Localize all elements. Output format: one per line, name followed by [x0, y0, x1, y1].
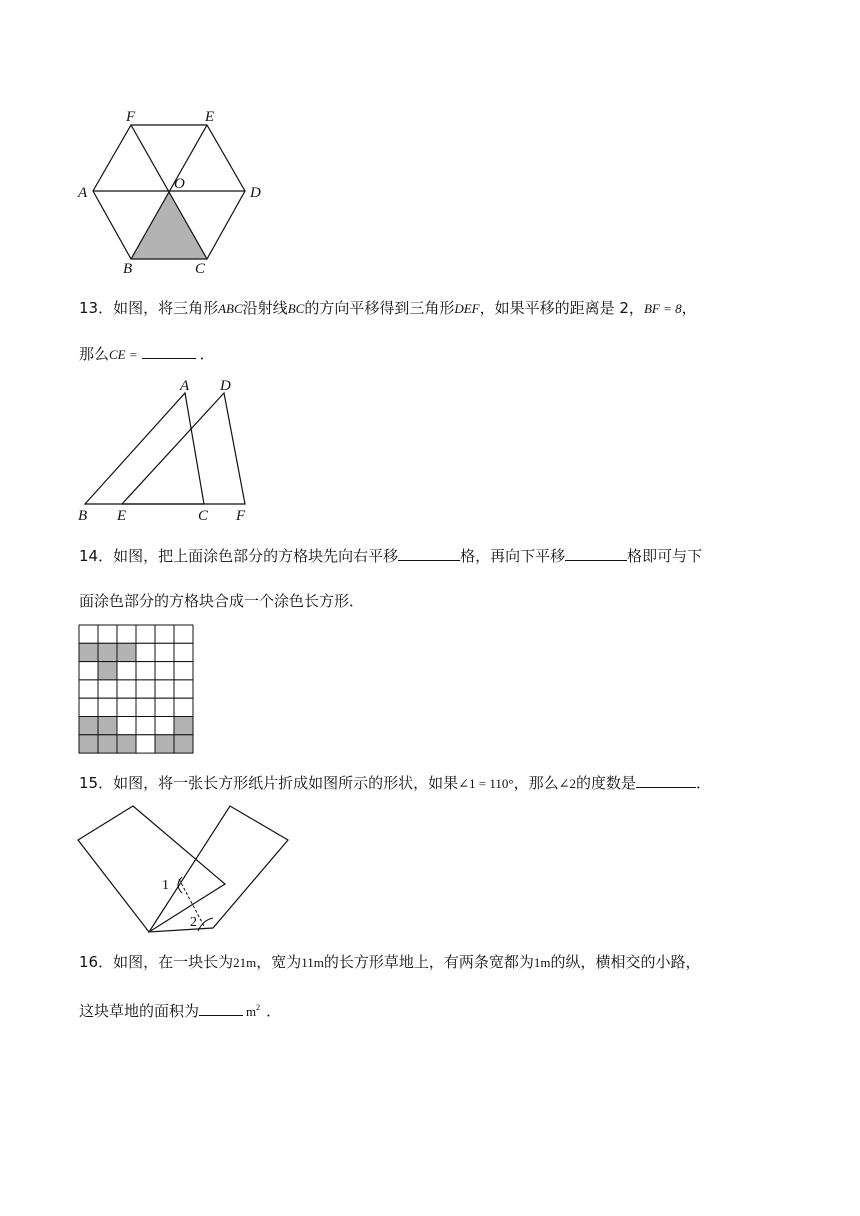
angle-label-1: 1 — [162, 878, 169, 893]
angle-label-2: 2 — [190, 915, 197, 930]
grid-cell-shaded — [117, 735, 136, 753]
right-strip — [149, 806, 288, 932]
triangle-abc — [85, 393, 204, 504]
grid-cell-shaded — [98, 662, 117, 680]
label-c: C — [198, 508, 209, 524]
grid-cell-shaded — [174, 735, 193, 753]
grid-cell — [136, 643, 155, 661]
grid-cell-shaded — [155, 735, 174, 753]
answer-blank[interactable] — [142, 343, 196, 359]
grid-cell — [136, 662, 155, 680]
question-15-line-1: 15．如图，将一张长方形纸片折成如图所示的形状，如果∠1 = 110°，那么∠2的度数是 ． — [79, 774, 712, 792]
question-13-line-2: 那么CE = ． — [79, 345, 215, 363]
folded-paper-figure — [70, 800, 300, 938]
grid-cell — [174, 698, 193, 716]
grid-cell — [79, 662, 98, 680]
grid-cell-shaded — [79, 717, 98, 735]
left-strip — [78, 806, 225, 932]
grid-cell — [98, 625, 117, 643]
label-e: E — [205, 109, 215, 125]
label-d: D — [250, 185, 261, 201]
question-number: 13 — [79, 299, 99, 317]
grid-cell — [155, 662, 174, 680]
grid-cell — [174, 625, 193, 643]
grid-cell — [155, 717, 174, 735]
question-16-line-1: 16．如图，在一块长为21m，宽为11m的长方形草地上，有两条宽都为1m的纵，横相交的小路， — [79, 953, 701, 971]
grid-cell — [117, 717, 136, 735]
answer-blank[interactable] — [199, 1000, 243, 1016]
label-b: B — [123, 261, 133, 277]
answer-blank[interactable] — [636, 772, 696, 788]
question-13-line-1: 13．如图，将三角形ABC沿射线BC的方向平移得到三角形DEF，如果平移的距离是 2，BF = 8， — [79, 299, 697, 317]
grid-cell-shaded — [79, 735, 98, 753]
grid-figure — [78, 624, 194, 755]
question-14-line-2: 面涂色部分的方格块合成一个涂色长方形． — [79, 592, 365, 610]
grid-cell — [155, 643, 174, 661]
label-c: C — [195, 261, 206, 277]
grid-cell-shaded — [98, 717, 117, 735]
question-14-line-1: 14．如图，把上面涂色部分的方格块先向右平移 格，再向下平移 格即可与下 — [79, 547, 703, 565]
grid-cell — [174, 680, 193, 698]
grid-cell — [136, 698, 155, 716]
grid-cell — [98, 680, 117, 698]
grid-cell — [117, 625, 136, 643]
label-o: O — [174, 176, 185, 192]
label-d: D — [220, 378, 231, 394]
grid-cell — [136, 680, 155, 698]
answer-blank-down[interactable] — [565, 545, 627, 561]
grid-cell — [98, 698, 117, 716]
grid-cell — [174, 662, 193, 680]
question-number: 15 — [79, 774, 99, 792]
grid-cell — [174, 643, 193, 661]
answer-blank-right[interactable] — [398, 545, 460, 561]
label-f: F — [126, 109, 136, 125]
hexagon-figure — [70, 104, 270, 279]
grid-cell-shaded — [98, 643, 117, 661]
grid-cell — [136, 735, 155, 753]
question-16-line-2: 这块草地的面积为 $m^2$ ． — [79, 1002, 282, 1020]
grid-cell — [117, 698, 136, 716]
grid-cell-shaded — [117, 643, 136, 661]
grid-cell — [136, 717, 155, 735]
grid-cell — [79, 625, 98, 643]
grid-cell — [136, 625, 155, 643]
label-a: A — [180, 378, 190, 394]
grid-cell-shaded — [79, 643, 98, 661]
label-b: B — [78, 508, 88, 524]
label-e: E — [117, 508, 127, 524]
grid-cell — [117, 680, 136, 698]
shaded-triangle-obc — [131, 191, 207, 259]
grid-cell-shaded — [174, 717, 193, 735]
grid-cell-shaded — [98, 735, 117, 753]
grid-cell — [117, 662, 136, 680]
translated-triangles-figure — [70, 378, 270, 526]
grid-cell — [155, 625, 174, 643]
question-number: 14 — [79, 547, 99, 565]
triangle-def — [122, 393, 245, 504]
question-number: 16 — [79, 953, 99, 971]
label-a: A — [78, 185, 88, 201]
grid-cell — [155, 680, 174, 698]
grid-cell — [79, 680, 98, 698]
grid-cell — [79, 698, 98, 716]
label-f: F — [236, 508, 246, 524]
grid-cell — [155, 698, 174, 716]
